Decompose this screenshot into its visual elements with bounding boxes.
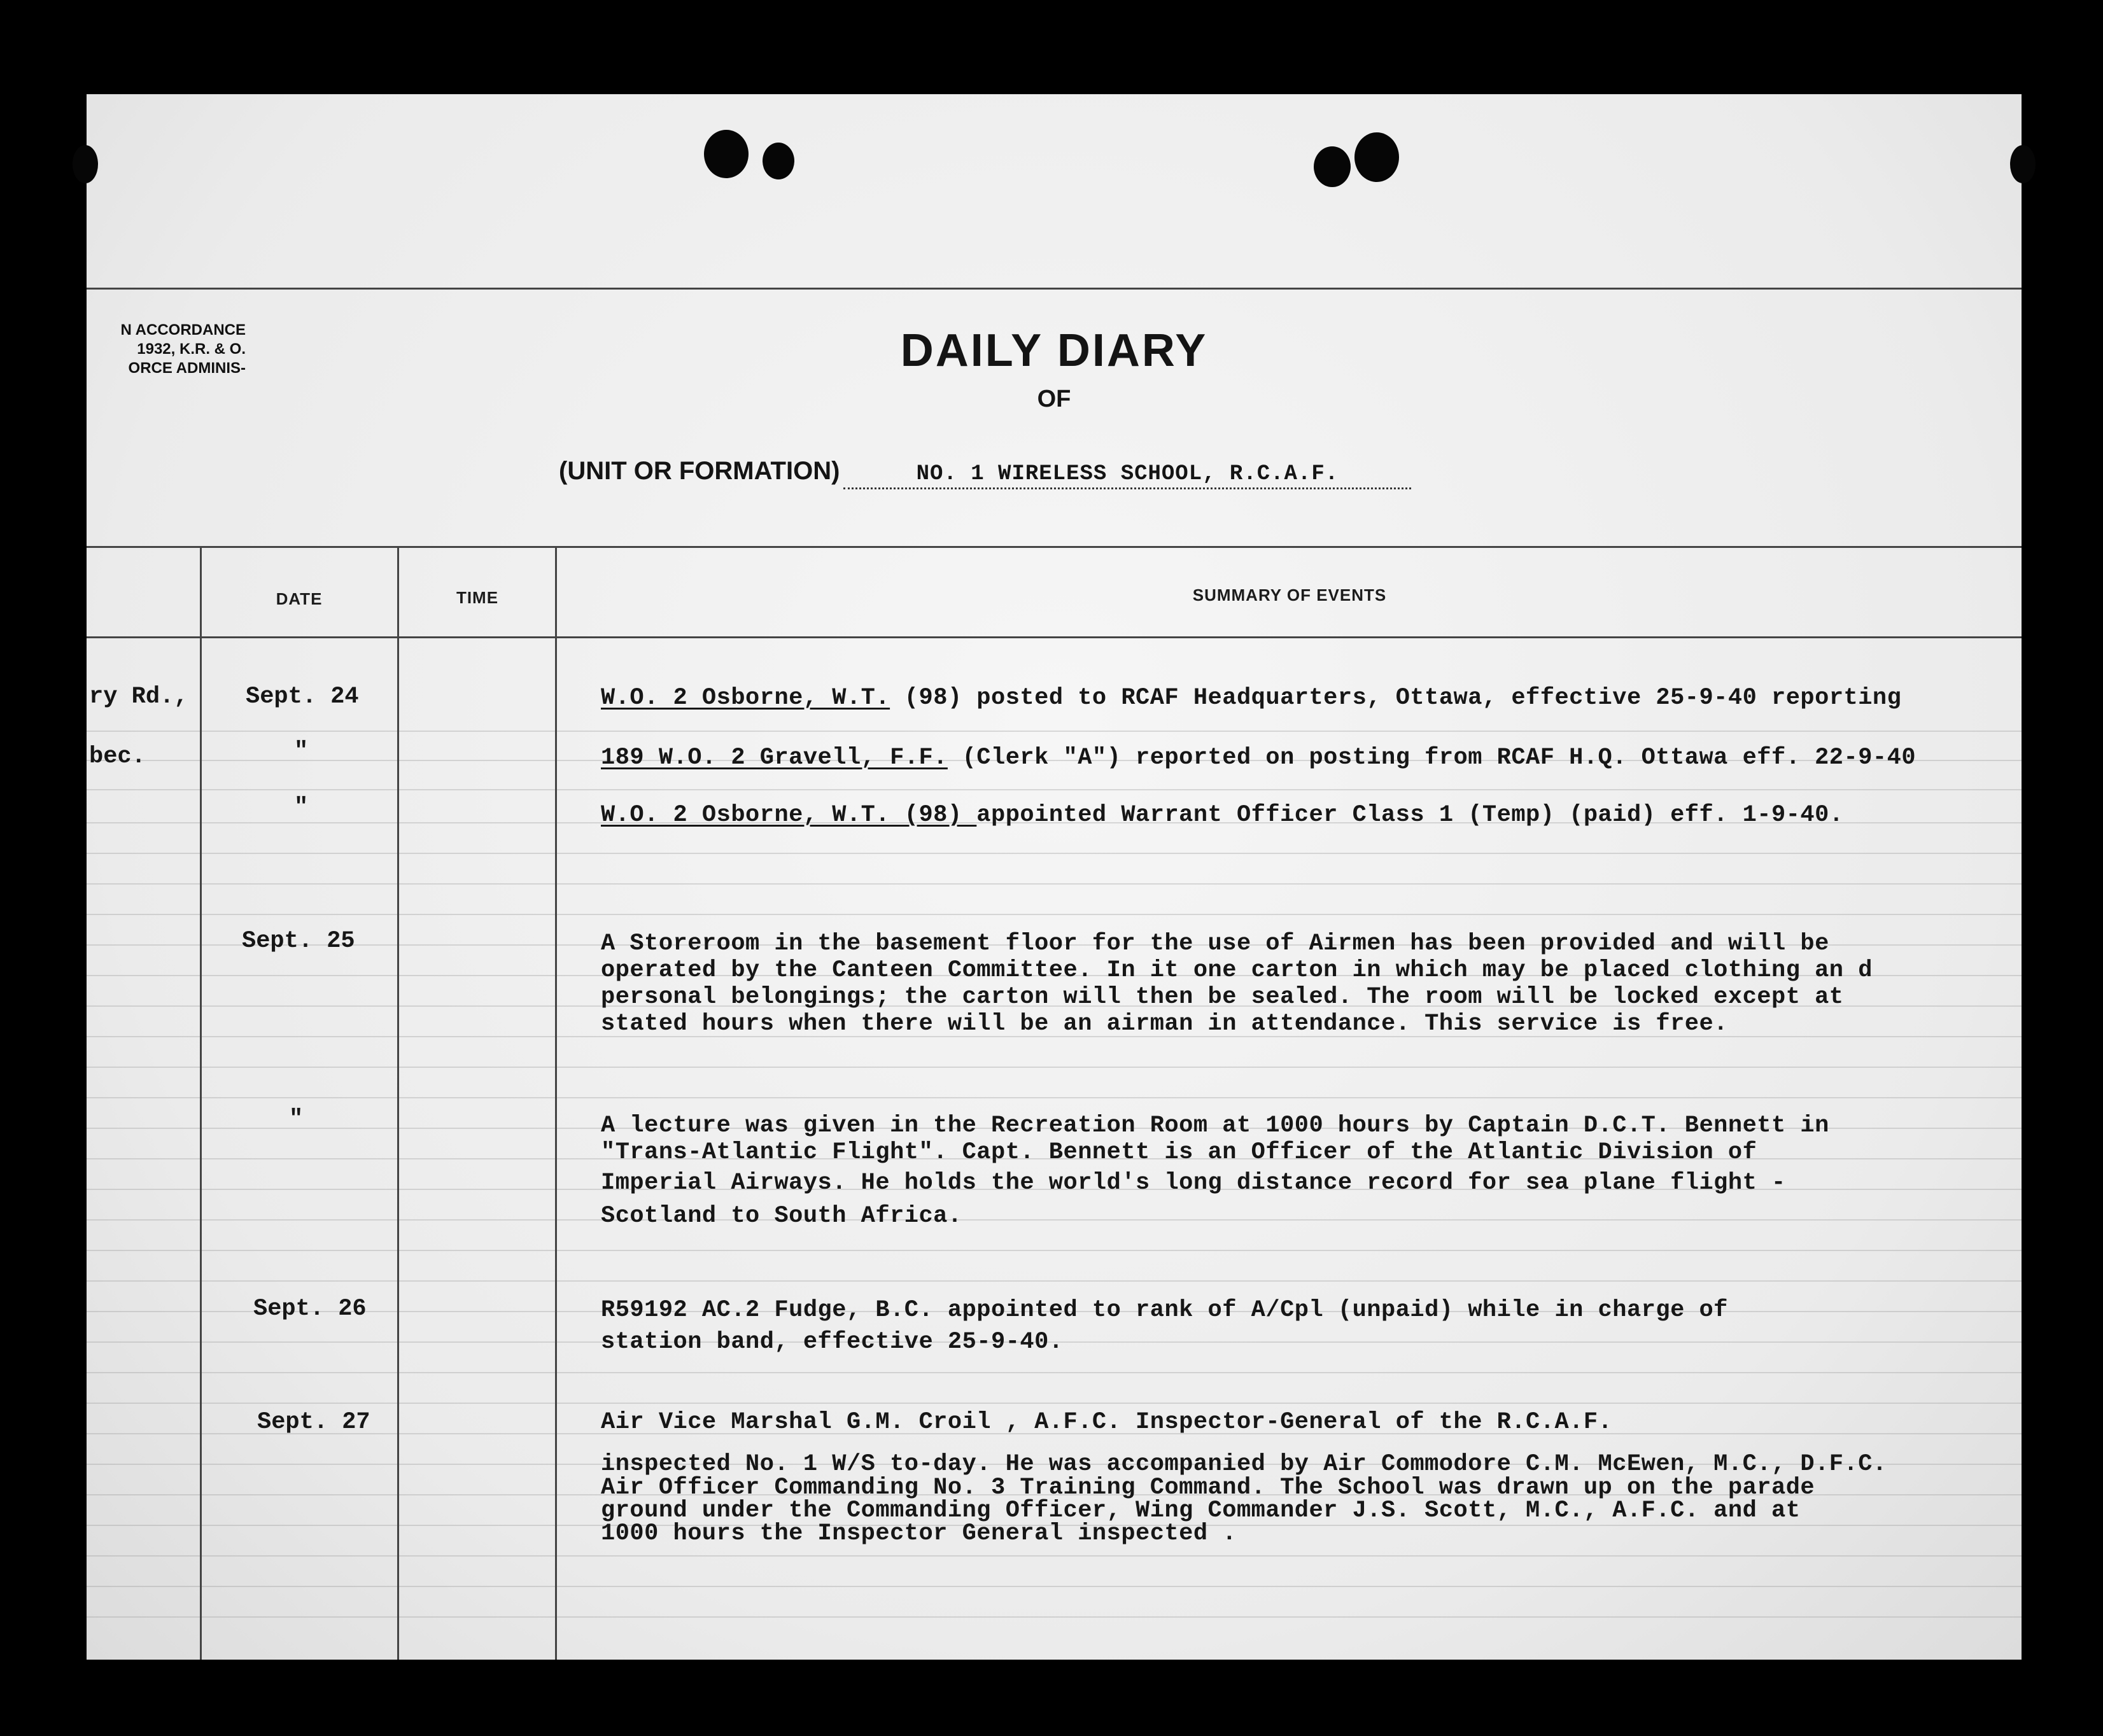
header-bottom-rule — [87, 636, 2022, 638]
entry-date-ditto: " — [294, 794, 309, 821]
entry-line — [601, 745, 1916, 771]
entry-date: Sept. 27 — [257, 1409, 370, 1436]
regulation-note-line-3: ORCE ADMINIS- — [128, 360, 246, 377]
entry-line: inspected No. 1 W/S to-day. He was accompanied by Air Commodore C.M. McEwen, M.C., D.F.C. — [601, 1451, 1887, 1478]
entry-text: appointed Warrant Officer Class 1 (Temp) (paid) eff. 1-9-40. — [976, 802, 1844, 829]
unit-formation-line — [559, 457, 1411, 489]
punch-hole-edge-right — [2010, 145, 2036, 183]
regulation-note-line-1: N ACCORDANCE — [120, 321, 246, 339]
punch-hole-1 — [704, 130, 749, 178]
entry-line: Air Officer Commanding No. 3 Training Command. The School was drawn up on the parade — [601, 1474, 1815, 1501]
margin-note-1: ry Rd., — [89, 683, 188, 710]
entry-line: R59192 AC.2 Fudge, B.C. appointed to rank of A/Cpl (unpaid) while in charge of — [601, 1297, 1728, 1324]
entry-paragraph — [601, 1297, 1728, 1355]
entry-line: personal belongings; the carton will then be sealed. The room will be locked except at — [601, 984, 1844, 1011]
title-of: OF — [1037, 386, 1071, 412]
entry-line: Air Vice Marshal G.M. Croil , A.F.C. Inspector-General of the R.C.A.F. — [601, 1409, 1613, 1436]
entry-line: 1000 hours the Inspector General inspected . — [601, 1520, 1237, 1547]
punch-hole-2 — [763, 143, 794, 179]
table-top-rule — [87, 546, 2022, 548]
regulation-note-line-2: 1932, K.R. & O. — [137, 340, 246, 358]
entry-paragraph — [601, 930, 1873, 1037]
time-column-divider — [397, 546, 399, 1660]
entry-paragraph — [601, 1112, 1829, 1229]
entry-date-ditto: " — [289, 1106, 304, 1133]
top-rule — [87, 288, 2022, 290]
entry-line — [601, 685, 1901, 711]
punch-hole-edge-left — [73, 145, 98, 183]
entry-date-ditto: " — [294, 738, 309, 765]
summary-column-divider — [555, 546, 557, 1660]
unit-formation-label: (UNIT OR FORMATION) — [559, 457, 840, 485]
entry-text: (Clerk "A") reported on posting from RCAF H.Q. Ottawa eff. 22-9-40 — [947, 745, 1917, 771]
entry-name-underlined: W.O. 2 Osborne, W.T. (98) — [601, 802, 977, 829]
margin-note-2: bec. — [89, 743, 146, 770]
page-title: DAILY DIARY — [900, 325, 1208, 376]
punch-hole-3 — [1314, 146, 1351, 187]
unit-formation-value: NO. 1 WIRELESS SCHOOL, R.C.A.F. — [843, 462, 1411, 489]
diary-sheet — [87, 94, 2022, 1660]
date-column-divider — [200, 546, 202, 1660]
entry-line: stated hours when there will be an airman in attendance. This service is free. — [601, 1011, 1728, 1037]
column-header-summary: SUMMARY OF EVENTS — [1192, 585, 1387, 605]
entry-line: A lecture was given in the Recreation Room at 1000 hours by Captain D.C.T. Bennett in — [601, 1112, 1829, 1139]
entry-line: Imperial Airways. He holds the world's long distance record for sea plane flight - — [601, 1170, 1786, 1196]
entry-date: Sept. 26 — [253, 1296, 367, 1322]
entry-text: (98) posted to RCAF Headquarters, Ottawa, effective 25-9-40 reporting — [890, 685, 1902, 711]
entry-name-underlined: 189 W.O. 2 Gravell, F.F. — [601, 745, 948, 771]
entry-name-underlined: W.O. 2 Osborne, W.T. — [601, 685, 890, 711]
entry-line: operated by the Canteen Committee. In it one carton in which may be placed clothing an d — [601, 957, 1873, 984]
entry-date: Sept. 25 — [242, 928, 355, 955]
column-header-time: TIME — [456, 588, 499, 607]
entry-line: Scotland to South Africa. — [601, 1203, 962, 1229]
entry-line: station band, effective 25-9-40. — [601, 1329, 1064, 1355]
entry-line — [601, 802, 1844, 829]
entry-line: A Storeroom in the basement floor for the use of Airmen has been provided and will be — [601, 930, 1829, 957]
column-header-date: DATE — [276, 589, 323, 608]
punch-hole-4 — [1354, 132, 1399, 182]
entry-line: "Trans-Atlantic Flight". Capt. Bennett is an Officer of the Atlantic Division of — [601, 1139, 1757, 1166]
entry-date: Sept. 24 — [246, 683, 359, 710]
entry-paragraph — [601, 1409, 1887, 1545]
entry-line: ground under the Commanding Officer, Wing Commander J.S. Scott, M.C., A.F.C. and at — [601, 1497, 1801, 1524]
